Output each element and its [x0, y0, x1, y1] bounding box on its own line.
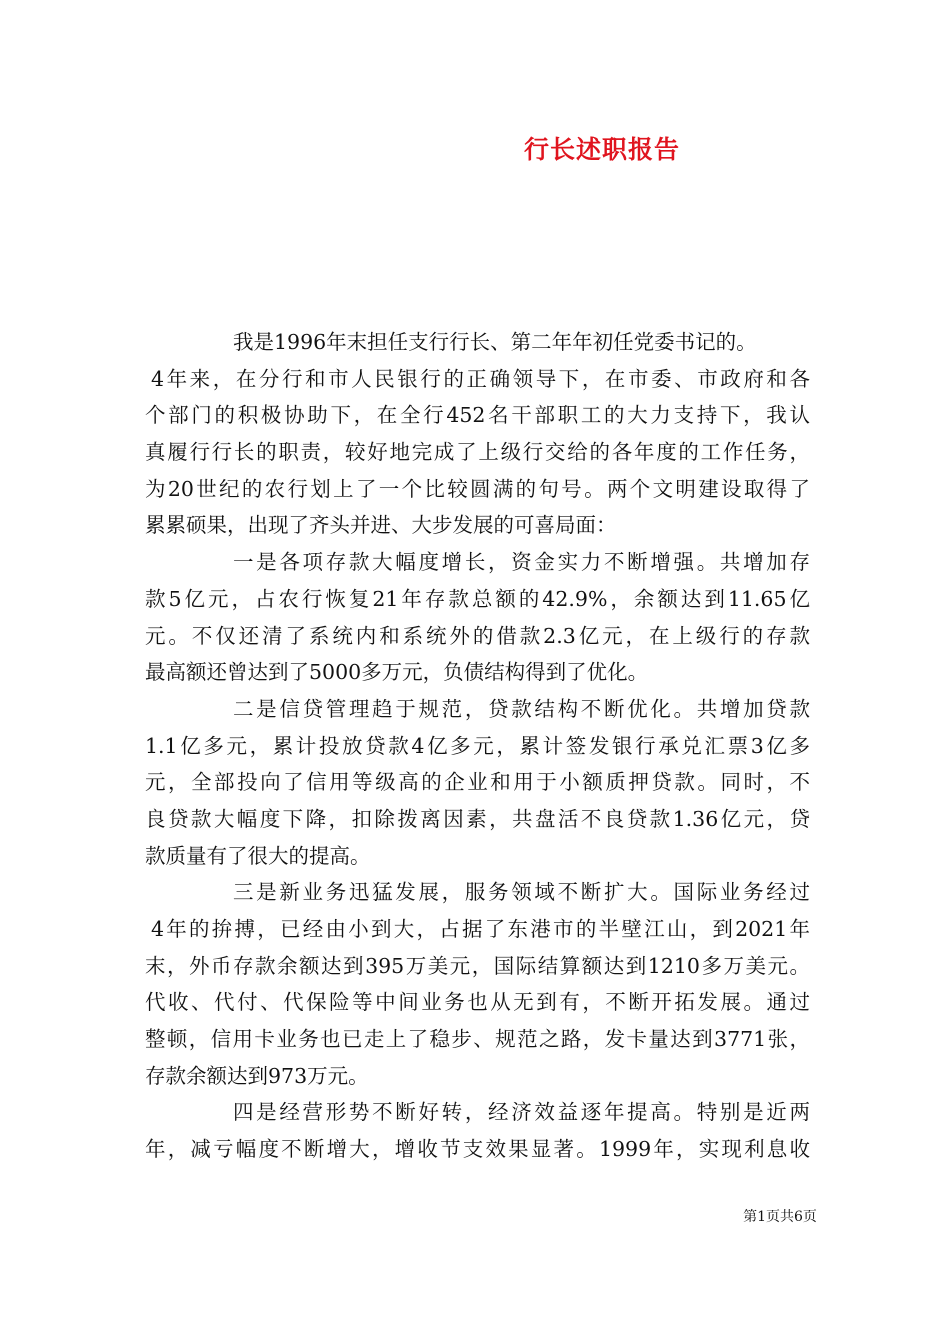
body-line: 二是信贷管理趋于规范，贷款结构不断优化。共增加贷款 [233, 696, 810, 721]
page-indicator: 第1页共6页 [743, 1209, 817, 1225]
body-line: 款质量有了很大的提高。 [145, 843, 371, 868]
document-title: 行长述职报告 [523, 135, 680, 164]
body-line: 良贷款大幅度下降，扣除拨离因素，共盘活不良贷款1.36亿元，贷 [145, 806, 810, 831]
body-line: 存款余额达到973万元。 [145, 1063, 369, 1088]
body-line: 整顿，信用卡业务也已走上了稳步、规范之路，发卡量达到3771张， [145, 1027, 810, 1052]
body-line: 4年的拚搏，已经由小到大，占据了东港市的半壁江山，到2021年 [151, 917, 810, 941]
body-line: 1.1亿多元，累计投放贷款4亿多元，累计签发银行承兑汇票3亿多 [145, 733, 810, 758]
body-line: 我是1996年末担任支行行长、第二年年初任党委书记的。 [233, 330, 757, 354]
body-line: 一是各项存款大幅度增长，资金实力不断增强。共增加存 [233, 550, 810, 575]
body-line: 个部门的积极协助下，在全行452名干部职工的大力支持下，我认 [145, 403, 810, 428]
body-line: 四是经营形势不断好转，经济效益逐年提高。特别是近两 [233, 1100, 810, 1125]
body-line: 末，外币存款余额达到395万美元，国际结算额达到1210多万美元。 [145, 953, 810, 978]
body-line: 累累硕果，出现了齐头并进、大步发展的可喜局面： [145, 513, 617, 538]
body-line: 元。不仅还清了系统内和系统外的借款2.3亿元，在上级行的存款 [145, 623, 810, 648]
body-line: 真履行行长的职责，较好地完成了上级行交给的各年度的工作任务， [145, 440, 810, 465]
body-line: 为20世纪的农行划上了一个比较圆满的句号。两个文明建设取得了 [145, 476, 810, 501]
document-body [145, 324, 810, 1168]
body-line: 最高额还曾达到了5000多万元，负债结构得到了优化。 [145, 660, 649, 685]
body-line: 三是新业务迅猛发展，服务领域不断扩大。国际业务经过 [233, 880, 810, 905]
body-line: 4年来，在分行和市人民银行的正确领导下，在市委、市政府和各 [151, 366, 810, 391]
body-line: 代收、代付、代保险等中间业务也从无到有，不断开拓发展。通过 [145, 990, 810, 1015]
body-line: 款5亿元，占农行恢复21年存款总额的42.9%，余额达到11.65亿 [145, 586, 810, 611]
body-line: 元，全部投向了信用等级高的企业和用于小额质押贷款。同时，不 [145, 770, 810, 795]
body-line: 年，减亏幅度不断增大，增收节支效果显著。1999年，实现利息收 [145, 1137, 810, 1162]
